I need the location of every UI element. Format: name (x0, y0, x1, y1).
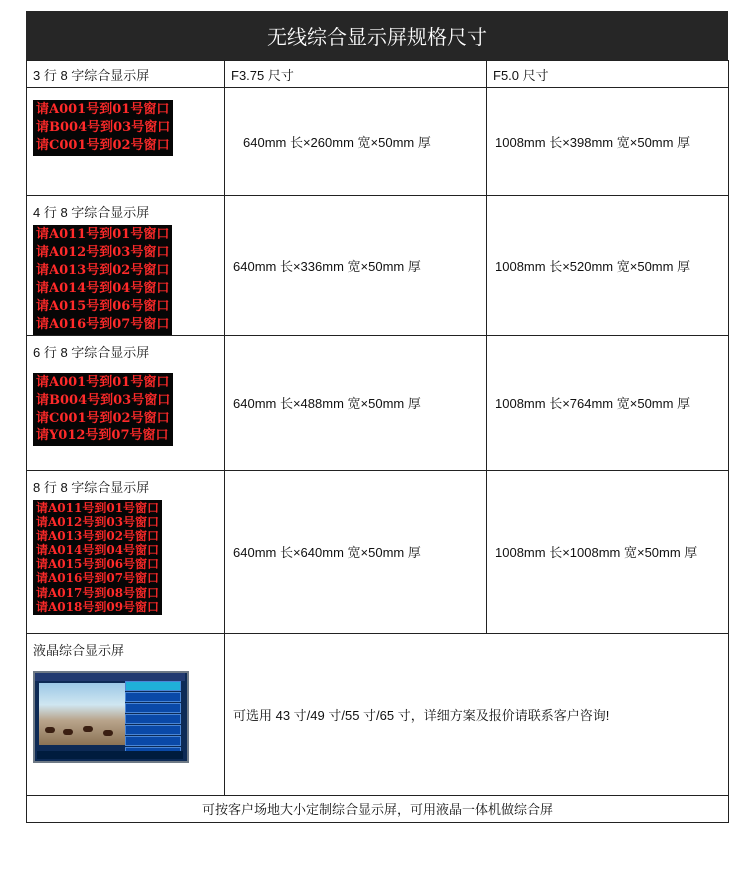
lcd-queue-list (125, 681, 181, 747)
table-row (27, 633, 729, 795)
led-line: 请A018号到09号窗口 (36, 599, 160, 614)
led-line: 请B004号到03号窗口 (36, 392, 171, 408)
led-line: 请C001号到02号窗口 (36, 410, 170, 426)
horse-shape (45, 727, 55, 733)
horse-shape (63, 729, 73, 735)
model-cell (27, 88, 225, 196)
table-row (27, 470, 729, 633)
col-header-model: 3 行 8 字综合显示屏 (27, 61, 225, 88)
horse-shape (83, 726, 93, 732)
size-f375: 640mm 长×488mm 宽×50mm 厚 (225, 335, 487, 470)
lcd-queue-row (125, 736, 181, 746)
lcd-title-bar (35, 673, 185, 681)
led-line: 请A011号到01号窗口 (36, 500, 160, 515)
led-preview (33, 373, 173, 447)
size-f50: 1008mm 长×520mm 宽×50mm 厚 (487, 196, 729, 336)
size-f50: 1008mm 长×398mm 宽×50mm 厚 (487, 88, 729, 196)
model-cell (27, 196, 225, 336)
model-cell (27, 633, 225, 795)
lcd-screen-image (33, 671, 189, 763)
lcd-queue-row (125, 714, 181, 724)
led-preview (33, 225, 172, 335)
size-f375: 640mm 长×640mm 宽×50mm 厚 (225, 470, 487, 633)
size-f50: 1008mm 长×1008mm 宽×50mm 厚 (487, 470, 729, 633)
footer-row (27, 795, 729, 822)
led-preview (33, 500, 162, 615)
led-preview (33, 100, 173, 156)
col-header-f375: F3.75 尺寸 (225, 61, 487, 88)
led-line: 请A016号到07号窗口 (36, 316, 170, 332)
table-row (27, 88, 729, 196)
header-row (27, 61, 729, 88)
size-f50: 1008mm 长×764mm 宽×50mm 厚 (487, 335, 729, 470)
model-label: 6 行 8 字综合显示屏 (33, 344, 150, 360)
lcd-queue-row (125, 725, 181, 735)
led-line: 请A014号到04号窗口 (36, 543, 160, 558)
size-f375: 640mm 长×260mm 宽×50mm 厚 (225, 88, 487, 196)
col-header-f50: F5.0 尺寸 (487, 61, 729, 88)
horse-shape (103, 730, 113, 736)
footer-note: 可按客户场地大小定制综合显示屏，可用液晶一体机做综合屏 (27, 795, 729, 822)
model-label: 4 行 8 字综合显示屏 (33, 205, 150, 220)
table-row (27, 196, 729, 336)
lcd-queue-row (125, 692, 181, 702)
lcd-size-note: 可选用 43 寸/49 寸/55 寸/65 寸，详细方案及报价请联系客户咨询! (225, 633, 729, 795)
spec-table (26, 60, 729, 823)
model-label: 8 行 8 字综合显示屏 (33, 479, 150, 495)
lcd-queue-row (125, 681, 181, 691)
led-line: 请A015号到06号窗口 (36, 298, 170, 314)
led-line: 请A011号到01号窗口 (36, 227, 170, 242)
lcd-queue-row (125, 703, 181, 713)
led-line: 请A017号到08号窗口 (36, 585, 160, 600)
lcd-ticker (37, 751, 183, 759)
horses-scene-image (39, 683, 125, 745)
model-cell (27, 335, 225, 470)
led-line: 请A012号到03号窗口 (36, 244, 170, 260)
size-f375: 640mm 长×336mm 宽×50mm 厚 (225, 196, 487, 336)
led-line: 请C001号到02号窗口 (36, 137, 170, 153)
led-line: 请A013号到02号窗口 (36, 262, 170, 278)
led-line: 请Y012号到07号窗口 (36, 428, 169, 444)
led-line: 请A013号到02号窗口 (36, 528, 160, 543)
led-line: 请A012号到03号窗口 (36, 514, 160, 529)
led-line: 请A001号到01号窗口 (36, 374, 170, 390)
led-line: 请A001号到01号窗口 (36, 102, 170, 117)
led-line: 请A014号到04号窗口 (36, 280, 170, 296)
led-line: 请A015号到06号窗口 (36, 557, 160, 572)
page-title: 无线综合显示屏规格尺寸 (26, 11, 728, 60)
led-line: 请B004号到03号窗口 (36, 119, 171, 135)
model-label: 液晶综合显示屏 (33, 642, 125, 658)
led-line: 请A016号到07号窗口 (36, 571, 160, 586)
model-cell (27, 470, 225, 633)
table-row (27, 335, 729, 470)
